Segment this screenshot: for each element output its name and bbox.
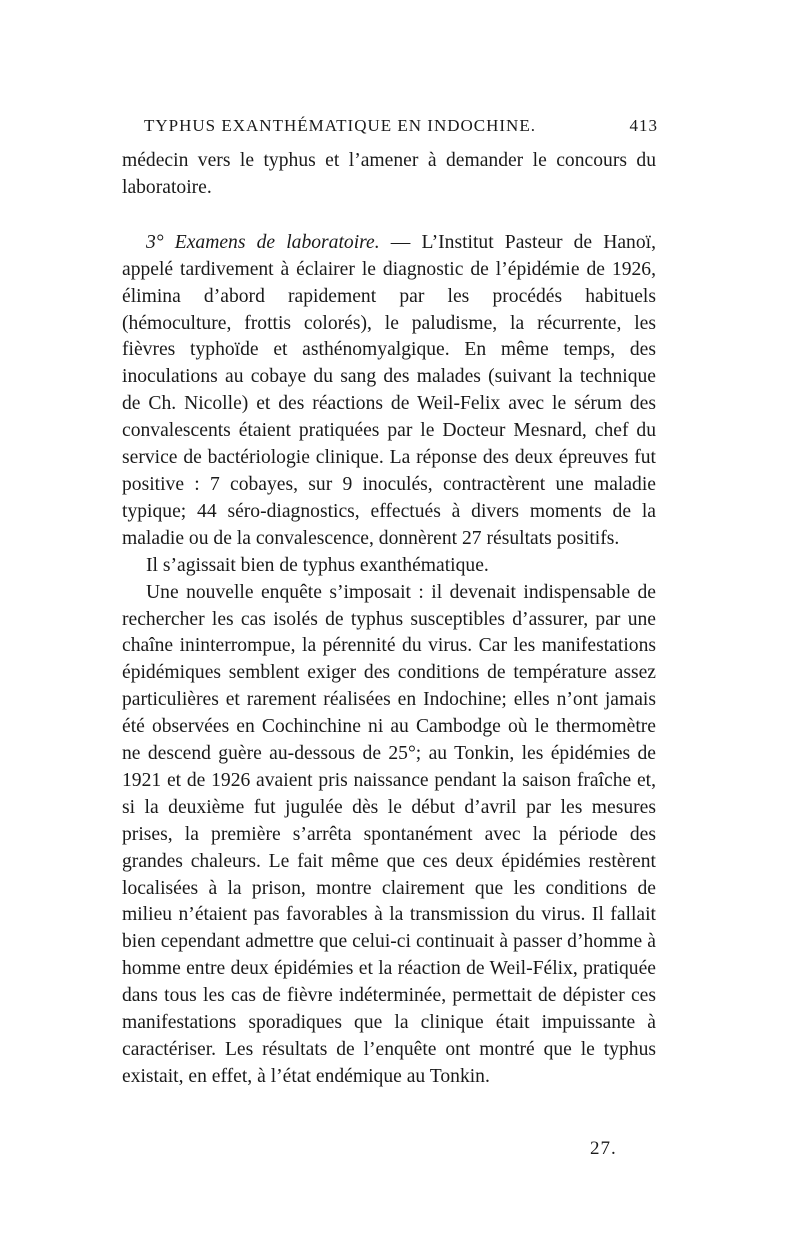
running-head: [124, 116, 658, 142]
page-number: 413: [629, 116, 658, 135]
running-title: TYPHUS EXANTHÉMATIQUE EN INDOCHINE.: [144, 116, 536, 135]
signature-mark: 27.: [590, 1138, 617, 1159]
body-text: [122, 148, 656, 1091]
paragraph-laboratory-exams: [122, 230, 656, 553]
paragraph-new-inquiry: Une nouvelle enquête s’imposait : il devenait indispensable de rechercher les cas isolés de typhus susceptibles d’assurer, par une chaîne ininterrompue, la pérennité du virus. Car les manifestations épidémiques semblent exiger des conditions de température assez particulières et rarement réalisées en Indochine; elles n’ont jamais été observées en Cochinchine ni au Cambodge où le thermomètre ne descend guère au-dessous de 25°; au Tonkin, les épidémies de 1921 et de 1926 avaient pris naissance pendant la saison fraîche et, si la deuxième fut jugulée dès le début d’avril par les mesures prises, la première s’arrêta spontanément avec la période des grandes chaleurs. Le fait même que ces deux épidémies restèrent localisées à la prison, montre clairement que les conditions de milieu n’étaient pas favorables à la transmission du virus. Il fallait bien cependant admettre que celui-ci continuait à passer d’homme à homme entre deux épidémies et la réaction de Weil-Félix, pratiquée dans tous les cas de fièvre indéterminée, permettait de dépister ces manifestations sporadiques que la clinique était impuissante à caractériser. Les résultats de l’enquête ont montré que le typhus existait, en effet, à l’état endémique au Tonkin.: [122, 581, 656, 1087]
paragraph-laboratory-exams-body: — L’Institut Pasteur de Hanoï, appelé tardivement à éclairer le diagnostic de l’épidémie de 1926, élimina d’abord rapidement par les procédés habituels (hémoculture, frottis colorés), le paludisme, la récurrente, les fièvres typhoïde et asthénomyalgique. En même temps, des inoculations au cobaye du sang des malades (suivant la technique de Ch. Nicolle) et des réactions de Weil-Felix avec le sérum des convalescents étaient pratiquées par le Docteur Mesnard, chef du service de bactériologie clinique. La réponse des deux épreuves fut positive : 7 cobayes, sur 9 inoculés, contractèrent une maladie typique; 44 séro-diagnostics, effectués à divers moments de la maladie ou de la convalescence, donnèrent 27 résultats positifs.: [122, 231, 656, 549]
section-heading: 3° Examens de laboratoire.: [146, 231, 380, 253]
paragraph-conclusion: Il s’agissait bien de typhus exanthématique.: [146, 554, 489, 576]
paragraph-continuation: médecin vers le typhus et l’amener à demander le concours du laboratoire.: [122, 150, 656, 198]
